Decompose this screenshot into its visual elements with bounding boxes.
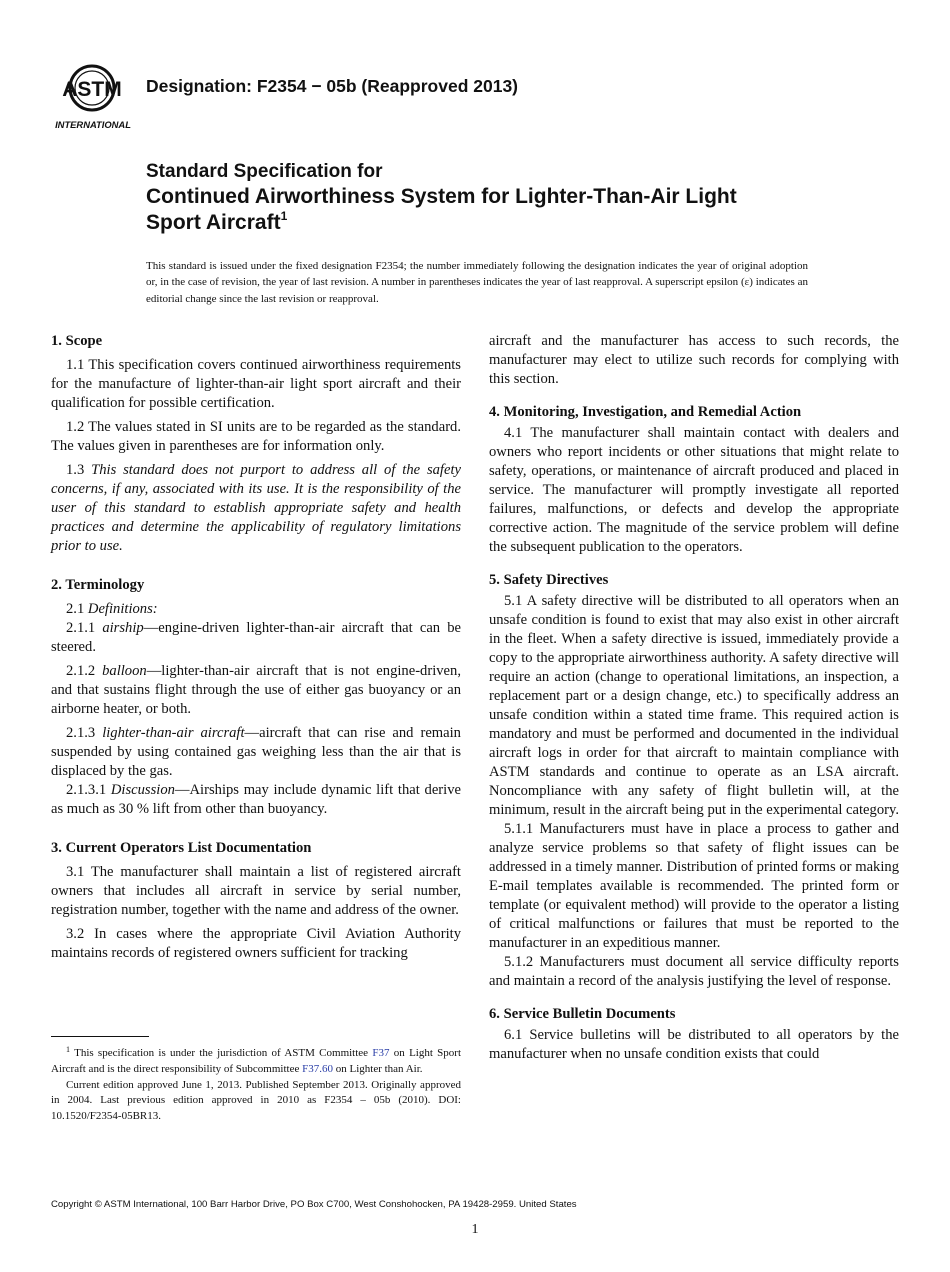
paragraph-5-1-1: 5.1.1 Manufacturers must have in place a process to gather and analyze service problems so that safety of flight issues can be addressed in a timely manner. Distribution of printed forms or making E-mail templates available is recommended. The printed form or template (or equivalent method) will provide to the operator a listing of critical malfunctions or failures that must be reported to the manufacturer in an expeditious manner. [489,821,899,951]
paragraph-4-1: 4.1 The manufacturer shall maintain contact with dealers and owners who report incidents or other situations that might relate to safety, operations, or maintenance of aircraft produced and placed in service. The manufacturer will promptly investigate all reported failures, malfunctions, or defects and develop the appropriate corrective action. The magnitude of the service problem will define the subsequent publication to the operators. [489,425,899,555]
title-line-3-text: Sport Aircraft [146,211,281,234]
right-column [489,332,899,1064]
title-footnote-mark: 1 [280,209,288,223]
definition: —engine-driven lighter-than-air aircraft that can be steered. [51,620,461,655]
paragraph-1-2: 1.2 The values stated in SI units are to be regarded as the standard. The values given in parentheses are for information only. [51,419,461,454]
logo-wordmark: INTERNATIONAL [55,119,131,130]
paragraph-1-3 [51,461,461,556]
footnote-mark: 1 [66,1045,70,1054]
astm-logo [52,60,134,132]
term: balloon [102,663,147,679]
term: airship [102,620,144,636]
footnote-text: on Lighter than Air. [335,1062,423,1075]
paragraph-2-1-3 [51,724,461,781]
paragraph-3-2-continued: aircraft and the manufacturer has access to such records, the manufacturer may elect to utilize such records for complying with this section. [489,333,899,387]
footnote-divider [51,1036,149,1037]
term: Discussion [110,782,175,798]
section-heading-scope: 1. Scope [51,333,103,349]
paragraph-2-1-3-1 [51,781,461,819]
paragraph-2-1 [51,600,461,619]
logo-mark: ASTM [62,78,122,101]
footnote-1 [51,1046,461,1078]
subcommittee-link-f37-60[interactable]: F37.60 [302,1062,333,1075]
paragraph-5-1-2: 5.1.2 Manufacturers must document all service difficulty reports and maintain a record of the analysis justifying the level of response. [489,954,899,989]
footnote-2: Current edition approved June 1, 2013. Published September 2013. Originally approved in 2004. Last previous edition approved in 2010 as F2354 – 05b (2010). DOI: 10.1520/F2354-05BR13. [51,1078,461,1123]
paragraph-number: 2.1.2 [66,663,96,679]
title-line-2: Continued Airworthiness System for Lighter-Than-Air Light [146,185,737,208]
intro-paragraph: This standard is issued under the fixed designation F2354; the number immediately following the designation indicates the year of original adoption or, in the case of revision, the year of last revision. A number in parentheses indicates the year of last reapproval. A superscript epsilon (ε) indicates an editorial change since the last revision or reapproval. [146,260,808,305]
paragraph-number: 2.1.1 [66,620,96,636]
paragraph-3-1: 3.1 The manufacturer shall maintain a list of registered aircraft owners that includes all aircraft in service by serial number, registration number, together with the name and address of the owner. [51,864,461,918]
paragraph-number: 2.1.3.1 [66,782,107,798]
paragraph-number: 1.3 [66,462,85,478]
paragraph-1-3-text: This standard does not purport to address all of the safety concerns, if any, associated with its use. It is the responsibility of the user of this standard to establish appropriate safety and health practices and determine the applicability of regulatory limitations prior to use. [51,462,461,554]
footnote-text: on Light Sport Aircraft and is the direct responsibility of Subcommittee [51,1047,462,1075]
copyright-notice: Copyright © ASTM International, 100 Barr Harbor Drive, PO Box C700, West Conshohocken, PA 19428-2959. United States [51,1199,577,1210]
section-heading-service-bulletins: 6. Service Bulletin Documents [489,1006,676,1022]
definition: —lighter-than-air aircraft that is not engine-driven, and that sustains flight through the use of either gas buoyancy or an airborne heater, or both. [51,663,461,717]
paragraph-3-2: 3.2 In cases where the appropriate Civil Aviation Authority maintains records of registered owners sufficient for tracking [51,926,461,961]
term: Definitions: [87,601,158,617]
paragraph-2-1-2 [51,662,461,719]
committee-link-f37[interactable]: F37 [372,1047,390,1059]
section-heading-terminology: 2. Terminology [51,577,145,593]
footnote-text: This specification is under the jurisdiction of ASTM Committee [74,1047,369,1059]
term: lighter-than-air aircraft [102,725,245,741]
paragraph-1-1: 1.1 This specification covers continued airworthiness requirements for the manufacture of lighter-than-air light sport aircraft and their qualification for possible certification. [51,357,461,411]
designation: Designation: F2354 − 05b (Reapproved 2013) [146,76,519,96]
definition: —aircraft that can rise and remain suspended by using contained gas weighing less than the air that is displaced by the gas. [51,725,461,779]
paragraph-2-1-1 [51,619,461,657]
section-heading-monitoring: 4. Monitoring, Investigation, and Remedial Action [489,404,802,420]
paragraph-6-1: 6.1 Service bulletins will be distributed to all operators by the manufacturer when no unsafe condition exists that could [489,1027,899,1062]
title-line-3 [146,210,846,236]
document-title [146,160,846,236]
left-column [51,332,461,963]
page-number: 1 [471,1222,479,1237]
paragraph-5-1: 5.1 A safety directive will be distributed to all operators when an unsafe condition is found to exist that may also exist in other aircraft in the fleet. When a safety directive is issued, immediately provide a copy to the appropriate airworthiness authority. A safety directive will require an action (change to operational limitations, an inspection, a replacement part or a design change, etc.) to specifically address an unsafe condition within a stated time frame. This required action is mandatory and must be performed and documented in the individual aircraft logs in order for that aircraft to maintain compliance with ASTM standards and continue to operate as an LSA aircraft. Noncompliance with any safety of flight bulletin will, at the minimum, result in the aircraft being put in the experimental category. [489,593,899,818]
definition: —Airships may include dynamic lift that derive as much as 30 % lift from other than buoyancy. [51,782,461,817]
paragraph-number: 2.1.3 [66,725,96,741]
footnotes [51,1046,461,1125]
title-line-1: Standard Specification for [146,161,383,182]
paragraph-number: 2.1 [66,601,85,617]
section-heading-safety-directives: 5. Safety Directives [489,572,609,588]
section-heading-operators-list: 3. Current Operators List Documentation [51,840,312,856]
